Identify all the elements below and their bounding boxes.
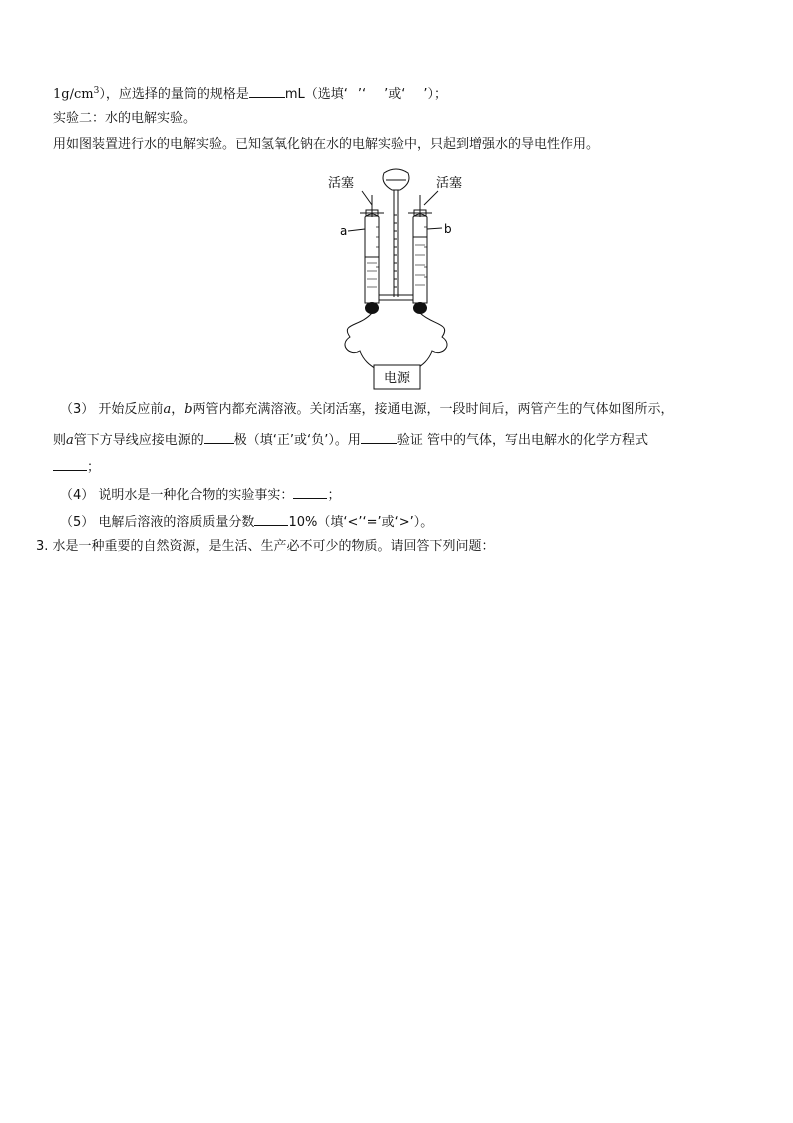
section-heading-experiment-2: 实验二：水的电解实验。	[53, 111, 197, 126]
var-a: a	[66, 433, 74, 448]
stopcock-right-label: 活塞	[436, 176, 463, 191]
question-number: （3）	[60, 402, 95, 417]
text-fragment: ），应选择的量筒的规格是	[99, 87, 249, 102]
answer-blank[interactable]	[249, 83, 285, 98]
answer-blank-evidence[interactable]	[293, 484, 327, 499]
question-3-line-3: ；	[53, 456, 100, 477]
question-3-line-1: （3） 开始反应前a，b两管内都充满溶液。关闭活塞，接通电源，一段时间后，两管产生的气体如图所示，	[60, 402, 674, 417]
electrode-b	[413, 302, 427, 314]
electrode-a	[365, 302, 379, 314]
text-line-density	[53, 82, 447, 104]
answer-blank-electrode[interactable]	[204, 429, 234, 444]
power-supply-label: 电源	[383, 371, 411, 386]
question-number: （5）	[60, 515, 95, 530]
var-b: b	[184, 402, 193, 417]
tube-a-label: a	[340, 224, 348, 238]
question-number: 3.	[36, 539, 49, 554]
answer-blank-concentration[interactable]	[254, 511, 288, 526]
question-4: （4） 说明水是一种化合物的实验事实： ；	[60, 484, 340, 505]
question-number: （4）	[60, 488, 95, 503]
superscript-3: 3	[93, 86, 100, 96]
question-next: 3. 水是一种重要的自然资源，是生活、生产必不可少的物质。请回答下列问题：	[36, 539, 495, 554]
text-fragment: mL（选填‘	[284, 87, 348, 102]
base-connector	[379, 295, 413, 300]
text-fragment: ’‘	[357, 87, 367, 102]
text-fragment: ’或‘	[384, 87, 406, 102]
tube-b	[413, 214, 427, 303]
tube-a	[365, 214, 379, 303]
density-unit: 1g/cm	[53, 87, 94, 102]
question-5: （5） 电解后溶液的溶质质量分数 10%（填‘<’‘=’或‘>’）。	[60, 511, 433, 532]
text-line-intro: 用如图装置进行水的电解实验。已知氢氧化钠在水的电解实验中，只起到增强水的导电性作用。	[53, 137, 600, 152]
tube-b-label: b	[444, 222, 452, 236]
var-a: a	[163, 402, 172, 417]
answer-blank-equation[interactable]	[53, 456, 87, 471]
stopcock-left-label: 活塞	[328, 176, 355, 191]
question-3-line-2: 则a管下方导线应接电源的 极（填‘正’或‘负’）。用 验证 管中的气体，写出电解水的化学方程式	[53, 429, 648, 450]
electrolysis-apparatus-diagram	[320, 165, 480, 393]
text-fragment: ’）；	[423, 87, 448, 102]
answer-blank-test-method[interactable]	[361, 429, 397, 444]
